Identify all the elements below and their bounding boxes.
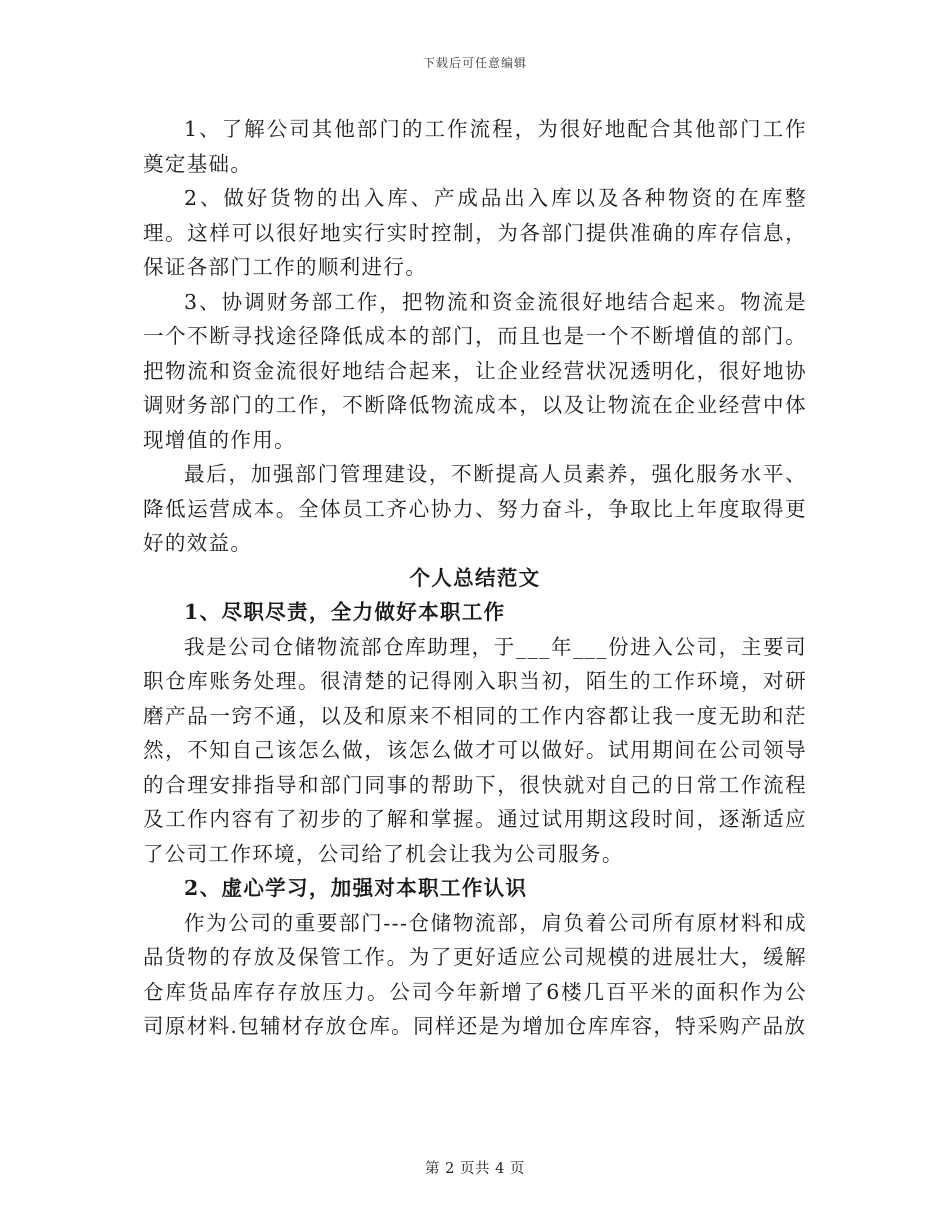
paragraph-5: 我是公司仓储物流部仓库助理，于___年___份进入公司，主要司职仓库账务处理。很清楚的记得刚入职当初，陌生的工作环境，对研磨产品一窍不通，以及和原来不相同的工作内容都让我一度无助和茫然，不知自己该怎么做，该怎么做才可以做好。试用期间在公司领导的合理安排指导和部门同事的帮助下，很快就对自己的日常工作流程及工作内容有了初步的了解和掌握。通过试用期这段时间，逐渐适应了公司工作环境，公司给了机会让我为公司服务。 xyxy=(143,634,807,866)
paragraph-3: 3、协调财务部工作，把物流和资金流很好地结合起来。物流是一个不断寻找途径降低成本的部门，而且也是一个不断增值的部门。把物流和资金流很好地结合起来，让企业经营状况透明化，很好地协调财务部门的工作，不断降低物流成本，以及让物流在企业经营中体现增值的作用。 xyxy=(143,289,807,452)
page-footer: 第 2 页共 4 页 xyxy=(425,1161,525,1177)
paragraph-2: 2、做好货物的出入库、产成品出入库以及各种物资的在库整理。这样可以很好地实行实时控制，为各部门提供准确的库存信息，保证各部门工作的顺利进行。 xyxy=(143,186,807,279)
heading-1: 1、尽职尽责，全力做好本职工作 xyxy=(184,600,506,624)
paragraph-1: 1、了解公司其他部门的工作流程，为很好地配合其他部门工作奠定基础。 xyxy=(143,117,807,176)
paragraph-4: 最后，加强部门管理建设，不断提高人员素养，强化服务水平、降低运营成本。全体员工齐心协力、努力奋斗，争取比上年度取得更好的效益。 xyxy=(143,462,807,555)
section-title: 个人总结范文 xyxy=(409,565,541,590)
heading-2: 2、虚心学习，加强对本职工作认识 xyxy=(184,876,528,900)
page-header: 下载后可任意编辑 xyxy=(422,56,527,70)
document-body xyxy=(143,112,807,1044)
paragraph-6: 作为公司的重要部门---仓储物流部，肩负着公司所有原材料和成品货物的存放及保管工作。为了更好适应公司规模的进展壮大，缓解仓库货品库存存放压力。公司今年新增了6楼几百平米的面积作为公司原材料.包辅材存放仓库。同样还是为增加仓库库容，特采购产品放 xyxy=(143,910,807,1038)
